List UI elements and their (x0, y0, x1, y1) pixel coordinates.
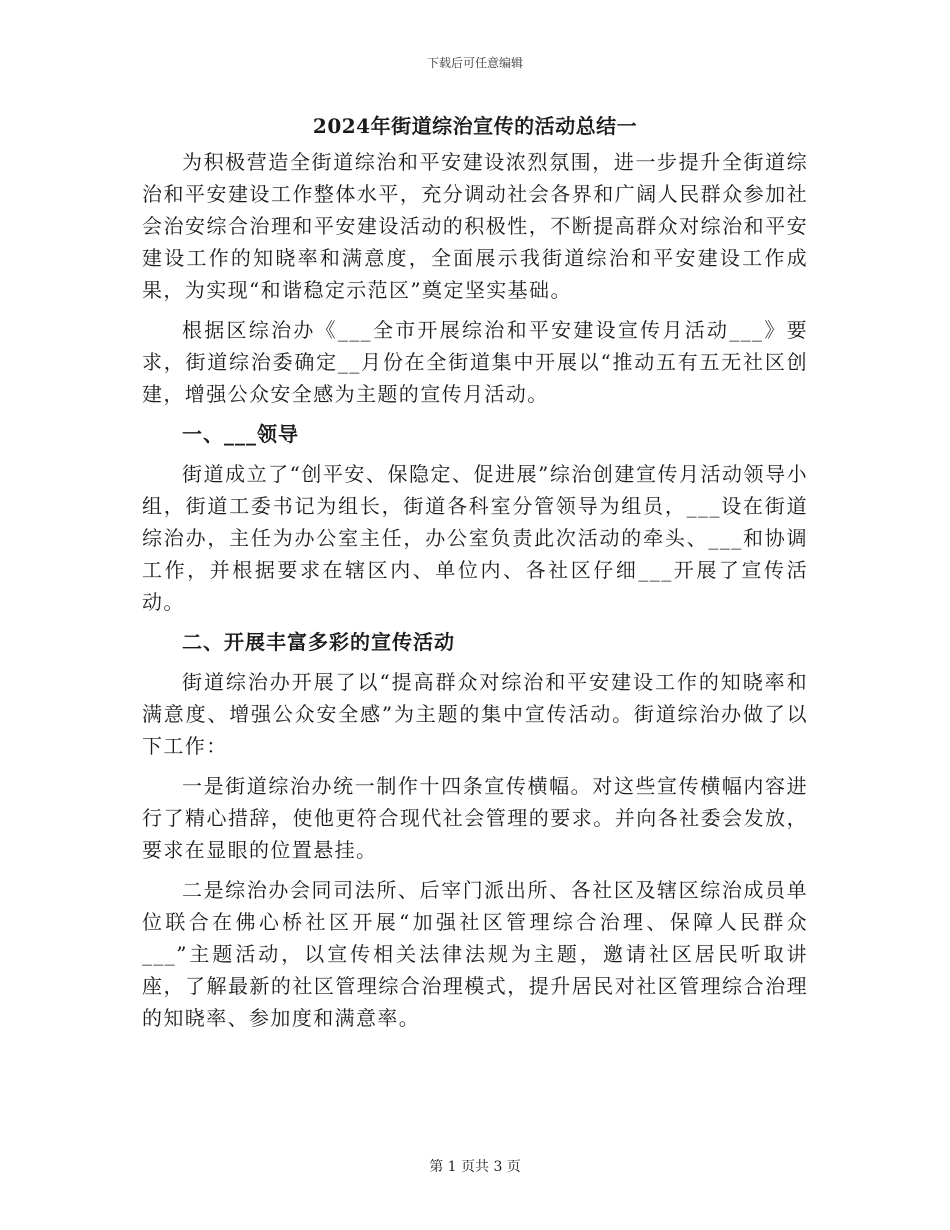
paragraph-basis: 根据区综治办《___全市开展综治和平安建设宣传月活动___》要求，街道综治委确定__月份在全街道集中开展以“推动五有五无社区创建，增强公众安全感为主题的宣传月活动。 (142, 318, 808, 406)
document-body (142, 110, 808, 1042)
paragraph-item-1: 一是街道综治办统一制作十四条宣传横幅。对这些宣传横幅内容进行了精心措辞，使他更符合现代社会管理的要求。并向各社委会发放，要求在显眼的位置悬挂。 (142, 774, 808, 862)
paragraph-item-2: 二是综治办会同司法所、后宰门派出所、各社区及辖区综治成员单位联合在佛心桥社区开展“加强社区管理综合治理、保障人民群众___”主题活动，以宣传相关法律法规为主题，邀请社区居民听取讲座，了解最新的社区管理综合治理模式，提升居民对社区管理综合治理的知晓率、参加度和满意率。 (142, 878, 808, 1030)
section-heading-2: 二、开展丰富多彩的宣传活动 (182, 630, 455, 654)
paragraph-activities: 街道综治办开展了以“提高群众对综治和平安建设工作的知晓率和满意度、增强公众安全感”为主题的集中宣传活动。街道综治办做了以下工作： (142, 670, 808, 758)
document-title: 2024年街道综治宣传的活动总结一 (312, 114, 638, 138)
page-number: 第 1 页共 3 页 (429, 1159, 521, 1175)
paragraph-leadership: 街道成立了“创平安、保隐定、促进展”综治创建宣传月活动领导小组，街道工委书记为组长，街道各科室分管领导为组员，___设在街道综治办，主任为办公室主任，办公室负责此次活动的牵头、___和协调工作，并根据要求在辖区内、单位内、各社区仔细___开展了宣传活动。 (142, 462, 808, 614)
paragraph-intro: 为积极营造全街道综治和平安建设浓烈氛围，进一步提升全街道综治和平安建设工作整体水平，充分调动社会各界和广阔人民群众参加社会治安综合治理和平安建设活动的积极性，不断提高群众对综治和平安建设工作的知晓率和满意度，全面展示我街道综治和平安建设工作成果，为实现“和谐稳定示范区”奠定坚实基础。 (142, 150, 808, 302)
section-heading-1: 一、___领导 (182, 422, 299, 446)
header-note: 下载后可任意编辑 (426, 56, 523, 70)
